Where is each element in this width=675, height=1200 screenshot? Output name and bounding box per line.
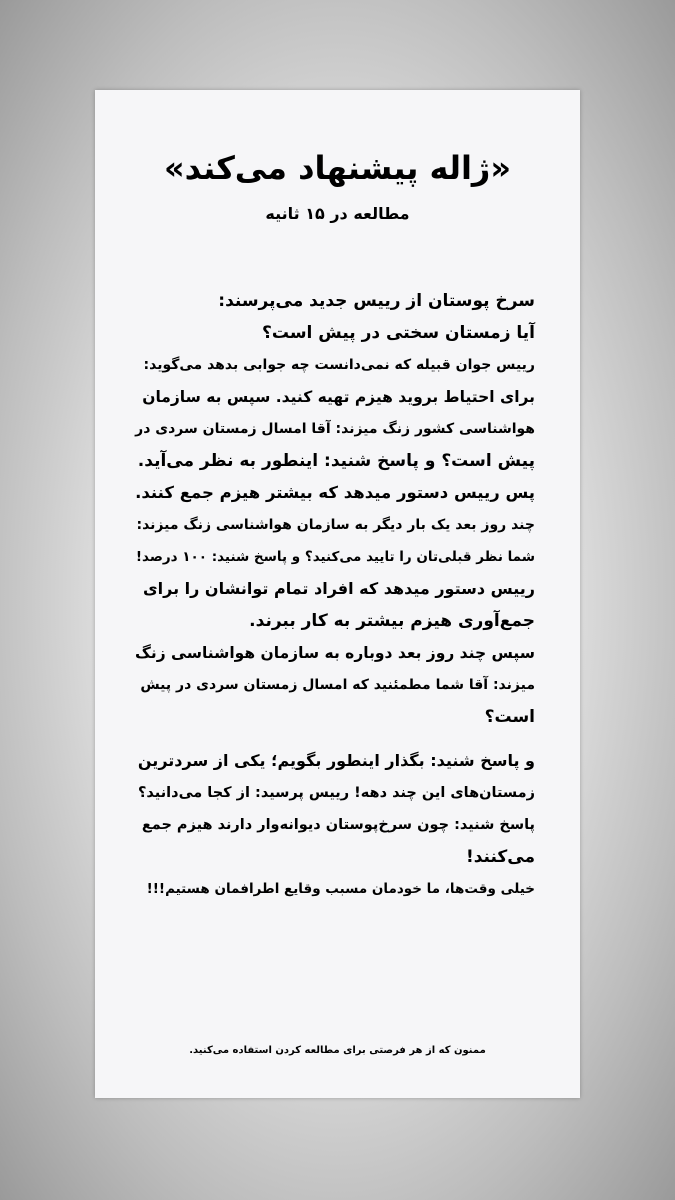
story-line: پیش است؟ و پاسخ شنید: اینطور به نظر می‌آید. [137, 451, 535, 471]
story-line: آیا زمستان سختی در پیش است؟ [261, 323, 535, 343]
story-line: هواشناسی کشور زنگ میزند: آقا امسال زمستان سردی در [135, 421, 535, 437]
page-subtitle: مطالعه در ۱۵ ثانیه [265, 204, 410, 223]
story-line: رییس جوان قبیله که نمی‌دانست چه جوابی بدهد می‌گوید: [143, 357, 535, 373]
story-line: می‌کنند! [465, 847, 535, 867]
story-line: خیلی وقت‌ها، ما خودمان مسبب وقایع اطرافمان هستیم!!! [146, 881, 535, 897]
story-line: شما نظر قبلی‌تان را تایید می‌کنید؟ و پاسخ شنید: ۱۰۰ درصد! [135, 549, 535, 565]
footer-thanks: ممنون که از هر فرصتی برای مطالعه کردن استفاده می‌کنید. [189, 1045, 486, 1056]
story-line: سپس چند روز بعد دوباره به سازمان هواشناسی زنگ [135, 644, 535, 662]
story-line: و پاسخ شنید: بگذار اینطور بگویم؛ یکی از سردترین [137, 751, 535, 770]
story-line: جمع‌آوری هیزم بیشتر به کار ببرند. [249, 611, 535, 631]
story-line: زمستان‌های این چند دهه! رییس پرسید: از کجا می‌دانید؟ [138, 785, 535, 801]
story-line: پس رییس دستور میدهد که بیشتر هیزم جمع کنند. [135, 483, 535, 502]
story-line: چند روز بعد یک بار دیگر به سازمان هواشناسی زنگ میزند: [136, 517, 535, 533]
story-line: برای احتیاط بروید هیزم تهیه کنید. سپس به سازمان [142, 388, 535, 406]
story-line: است؟ [484, 707, 535, 727]
story-line: رییس دستور میدهد که افراد تمام توانشان را برای [142, 579, 535, 598]
story-card [95, 90, 580, 1098]
story-line: پاسخ شنید: چون سرخ‌پوستان دیوانه‌وار دارند هیزم جمع [141, 817, 535, 833]
page-title: «ژاله پیشنهاد می‌کند» [163, 149, 512, 187]
story-line: میزند: آقا شما مطمئنید که امسال زمستان سردی در پیش [140, 677, 535, 693]
story-line: سرخ پوستان از رییس جدید می‌پرسند: [218, 291, 535, 311]
